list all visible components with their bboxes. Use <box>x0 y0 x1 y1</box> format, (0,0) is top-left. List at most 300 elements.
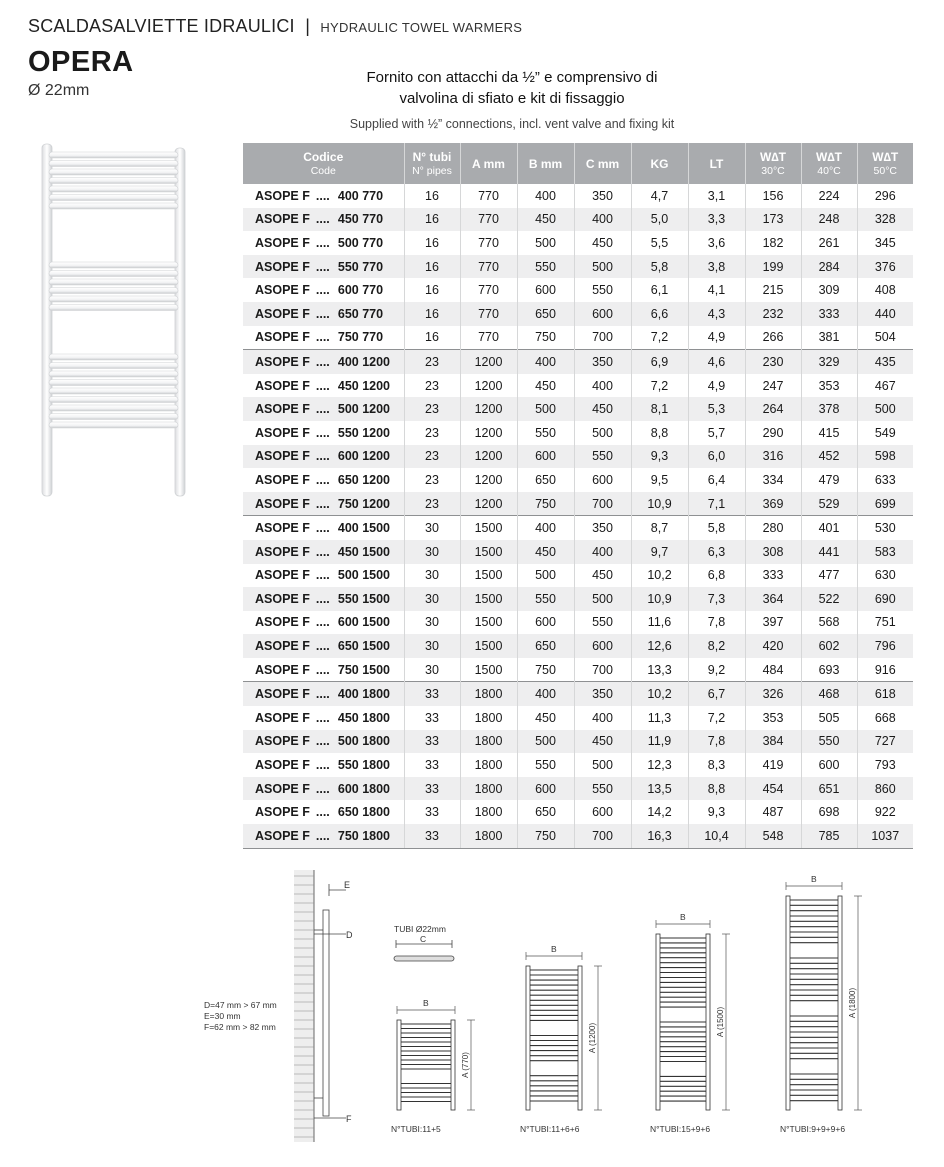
code-prefix: ASOPE F <box>255 758 310 773</box>
cell-lt: 6,3 <box>688 540 745 564</box>
cell-c: 600 <box>574 468 631 492</box>
cell-b: 500 <box>517 397 574 421</box>
cell-b: 600 <box>517 611 574 635</box>
cell-c: 450 <box>574 730 631 754</box>
towel-bar <box>49 262 178 268</box>
cell-w50: 860 <box>857 777 913 801</box>
table-row <box>243 516 913 540</box>
cell-w30: 369 <box>745 492 801 516</box>
page-header <box>28 16 522 37</box>
code-dots: .... <box>315 496 330 511</box>
cell-a: 1800 <box>460 730 517 754</box>
cell-w30: 230 <box>745 350 801 374</box>
label-b: B <box>811 874 817 884</box>
cell-w40: 224 <box>801 184 857 208</box>
table-row <box>243 658 913 682</box>
towel-bar <box>49 288 178 294</box>
cell-kg: 4,7 <box>631 184 688 208</box>
cell-w30: 364 <box>745 587 801 611</box>
cell-b: 550 <box>517 587 574 611</box>
code-size: 750 770 <box>337 330 384 345</box>
cell-a: 1200 <box>460 492 517 516</box>
table-row <box>243 374 913 398</box>
code-dots: .... <box>315 259 330 274</box>
cell-w40: 568 <box>801 611 857 635</box>
cell-w30: 384 <box>745 730 801 754</box>
cell-w50: 530 <box>857 516 913 540</box>
cell-c: 350 <box>574 516 631 540</box>
cell-w40: 785 <box>801 824 857 848</box>
cell-b: 500 <box>517 730 574 754</box>
cell-tubes: 23 <box>404 350 460 374</box>
cell-kg: 8,8 <box>631 421 688 445</box>
cell-w50: 796 <box>857 634 913 658</box>
cell-w40: 452 <box>801 445 857 469</box>
intro-line-2: valvolina di sfiato e kit di fissaggio <box>399 90 625 107</box>
cell-tubes: 30 <box>404 516 460 540</box>
cell-kg: 13,5 <box>631 777 688 801</box>
label-e: E <box>344 880 351 890</box>
cell-a: 770 <box>460 326 517 350</box>
cell-c: 400 <box>574 540 631 564</box>
towel-warmer-image <box>38 140 190 502</box>
towel-bar <box>49 203 178 209</box>
cell-kg: 16,3 <box>631 824 688 848</box>
label-d: D <box>346 930 353 940</box>
code-prefix: ASOPE F <box>255 259 310 274</box>
code-prefix: ASOPE F <box>255 662 310 677</box>
cell-lt: 5,7 <box>688 421 745 445</box>
col-header-b: B mm <box>517 143 574 184</box>
cell-c: 550 <box>574 278 631 302</box>
code-size: 650 1800 <box>337 805 391 820</box>
code-dots: .... <box>315 662 330 677</box>
cell-w30: 420 <box>745 634 801 658</box>
cell-w50: 699 <box>857 492 913 516</box>
code-dots: .... <box>315 354 330 369</box>
code-prefix: ASOPE F <box>255 521 310 536</box>
towel-bar <box>49 397 178 403</box>
col-header-tubes: N° tubi N° pipes <box>404 143 460 184</box>
cell-w30: 326 <box>745 682 801 706</box>
cell-b: 600 <box>517 278 574 302</box>
cell-w50: 296 <box>874 188 896 203</box>
towel-bar <box>49 388 178 394</box>
cell-w30: 397 <box>745 611 801 635</box>
towel-bar <box>49 305 178 311</box>
cell-kg: 12,6 <box>631 634 688 658</box>
code-size: 750 1500 <box>337 662 391 677</box>
cell-a: 1200 <box>460 350 517 374</box>
code-prefix: ASOPE F <box>255 805 310 820</box>
table-row <box>243 208 913 232</box>
table-row <box>243 634 913 658</box>
cell-w30: 487 <box>745 800 801 824</box>
cell-a: 1800 <box>460 824 517 848</box>
code-size: 450 770 <box>337 212 384 227</box>
cell-w50: 598 <box>857 445 913 469</box>
cell-w50: 618 <box>857 682 913 706</box>
front-view-4 <box>780 874 862 1134</box>
code-prefix: ASOPE F <box>255 591 310 606</box>
table-row <box>243 492 913 516</box>
cell-w50: 440 <box>857 302 913 326</box>
note-e: E=30 mm <box>204 1011 241 1021</box>
cell-w40: 248 <box>801 208 857 232</box>
code-prefix: ASOPE F <box>255 615 310 630</box>
cell-w50: 408 <box>874 283 896 298</box>
category-title-en: HYDRAULIC TOWEL WARMERS <box>320 20 523 35</box>
cell-b: 450 <box>517 208 574 232</box>
code-dots: .... <box>315 188 330 203</box>
cell-w30: 280 <box>745 516 801 540</box>
cell-w30: 232 <box>745 302 801 326</box>
cell-tubes: 23 <box>404 445 460 469</box>
cell-b: 450 <box>517 374 574 398</box>
cell-b: 550 <box>517 255 574 279</box>
cell-b: 750 <box>517 824 574 848</box>
cell-kg: 11,6 <box>631 611 688 635</box>
cell-c: 350 <box>574 682 631 706</box>
table-row <box>243 611 913 635</box>
cell-c: 550 <box>574 445 631 469</box>
cell-tubes: 16 <box>404 184 460 208</box>
cell-lt: 4,9 <box>688 374 745 398</box>
cell-kg: 6,6 <box>631 302 688 326</box>
cell-w50: 504 <box>874 330 896 345</box>
cell-c: 500 <box>574 587 631 611</box>
cell-tubes: 33 <box>404 777 460 801</box>
code-size: 450 1500 <box>337 544 391 559</box>
cell-w50: 922 <box>874 805 896 820</box>
label-f: F <box>346 1114 352 1124</box>
cell-w30: 156 <box>745 184 801 208</box>
cell-kg: 10,2 <box>631 682 688 706</box>
cell-code <box>243 184 404 208</box>
code-dots: .... <box>315 235 330 250</box>
cell-b: 450 <box>517 706 574 730</box>
cell-a: 1800 <box>460 753 517 777</box>
cell-c: 350 <box>574 350 631 374</box>
cell-w40: 479 <box>801 468 857 492</box>
cell-tubes: 30 <box>404 564 460 588</box>
cell-code <box>243 397 404 421</box>
cell-c: 700 <box>574 492 631 516</box>
towel-bar <box>49 161 178 167</box>
cell-lt: 8,2 <box>688 634 745 658</box>
code-size: 600 770 <box>337 283 384 298</box>
cell-w30: 173 <box>745 208 801 232</box>
cell-lt: 7,1 <box>688 492 745 516</box>
code-size: 450 1200 <box>337 378 391 393</box>
code-dots: .... <box>315 568 330 583</box>
intro-text <box>242 67 782 109</box>
table-row <box>243 753 913 777</box>
cell-b: 500 <box>517 564 574 588</box>
code-size: 600 1200 <box>337 449 391 464</box>
cell-b: 400 <box>517 350 574 374</box>
col-header-w50: W∆T 50°C <box>857 143 913 184</box>
cell-code <box>243 730 404 754</box>
cell-w40: 529 <box>801 492 857 516</box>
cell-kg: 11,9 <box>631 730 688 754</box>
towel-bar <box>49 195 178 201</box>
col-header-a: A mm <box>460 143 517 184</box>
cell-lt: 3,1 <box>688 184 745 208</box>
cell-a: 1500 <box>460 611 517 635</box>
cell-tubes: 33 <box>404 824 460 848</box>
code-prefix: ASOPE F <box>255 425 310 440</box>
cell-c: 450 <box>574 564 631 588</box>
cell-kg: 8,1 <box>631 397 688 421</box>
front-caption: N°TUBI:15+9+6 <box>650 1124 711 1134</box>
cell-kg: 5,0 <box>631 208 688 232</box>
cell-c: 450 <box>574 397 631 421</box>
cell-code <box>243 824 404 848</box>
cell-w40: 477 <box>801 564 857 588</box>
cell-w40: 284 <box>801 255 857 279</box>
cell-b: 400 <box>517 682 574 706</box>
cell-tubes: 23 <box>404 374 460 398</box>
cell-c: 450 <box>574 231 631 255</box>
cell-w50: 751 <box>874 615 896 630</box>
cell-code <box>243 208 404 232</box>
cell-b: 400 <box>517 516 574 540</box>
cell-w40: 441 <box>801 540 857 564</box>
cell-w30: 308 <box>745 540 801 564</box>
cell-lt: 8,8 <box>688 777 745 801</box>
cell-a: 1200 <box>460 445 517 469</box>
cell-code <box>243 777 404 801</box>
cell-b: 650 <box>517 800 574 824</box>
code-size: 500 1200 <box>337 402 391 417</box>
cell-b: 500 <box>517 231 574 255</box>
table-row <box>243 445 913 469</box>
cell-tubes: 16 <box>404 255 460 279</box>
code-size: 500 1500 <box>337 568 391 583</box>
cell-a: 770 <box>460 208 517 232</box>
table-header-row <box>243 143 913 184</box>
cell-c: 400 <box>574 374 631 398</box>
cell-kg: 8,7 <box>631 516 688 540</box>
cell-w40: 651 <box>801 777 857 801</box>
label-b: B <box>680 912 686 922</box>
towel-bar <box>49 296 178 302</box>
code-size: 400 1200 <box>337 354 391 369</box>
cell-w30: 247 <box>745 374 801 398</box>
cell-lt: 3,3 <box>688 208 745 232</box>
cell-w50: 916 <box>874 662 896 677</box>
code-prefix: ASOPE F <box>255 306 310 321</box>
cell-b: 650 <box>517 634 574 658</box>
cell-a: 1800 <box>460 682 517 706</box>
cell-w50: 727 <box>857 730 913 754</box>
label-b: B <box>423 998 429 1008</box>
cell-b: 550 <box>517 753 574 777</box>
code-dots: .... <box>315 425 330 440</box>
category-title: SCALDASALVIETTE IDRAULICI <box>28 16 295 36</box>
towel-bar <box>49 422 178 428</box>
cell-w30: 266 <box>745 326 801 350</box>
code-dots: .... <box>315 710 330 725</box>
cell-code <box>243 326 404 350</box>
cell-tubes: 33 <box>404 730 460 754</box>
cell-tubes: 23 <box>404 492 460 516</box>
cell-w40: 415 <box>801 421 857 445</box>
cell-w40: 353 <box>801 374 857 398</box>
cell-a: 1500 <box>460 634 517 658</box>
cell-code <box>243 492 404 516</box>
code-prefix: ASOPE F <box>255 781 310 796</box>
cell-code <box>243 540 404 564</box>
cell-a: 1500 <box>460 587 517 611</box>
code-prefix: ASOPE F <box>255 235 310 250</box>
cell-code <box>243 658 404 682</box>
cell-lt: 4,9 <box>688 326 745 350</box>
cell-c: 400 <box>574 208 631 232</box>
code-size: 600 1500 <box>337 615 391 630</box>
cell-kg: 6,9 <box>631 350 688 374</box>
code-prefix: ASOPE F <box>255 544 310 559</box>
cell-lt: 7,2 <box>688 706 745 730</box>
cell-kg: 9,3 <box>631 445 688 469</box>
cell-a: 1800 <box>460 800 517 824</box>
code-dots: .... <box>315 378 330 393</box>
cell-b: 750 <box>517 326 574 350</box>
cell-code <box>243 255 404 279</box>
cell-lt: 8,3 <box>688 753 745 777</box>
cell-w50: 549 <box>874 425 896 440</box>
cell-code <box>243 753 404 777</box>
code-prefix: ASOPE F <box>255 687 310 702</box>
code-dots: .... <box>315 758 330 773</box>
towel-bar <box>49 279 178 285</box>
table-row <box>243 350 913 374</box>
front-view-1 <box>391 998 475 1134</box>
cell-w40: 602 <box>801 634 857 658</box>
cell-w40: 329 <box>801 350 857 374</box>
table-row <box>243 231 913 255</box>
cell-a: 1500 <box>460 564 517 588</box>
cell-code <box>243 231 404 255</box>
code-size: 750 1200 <box>337 496 391 511</box>
cell-w30: 419 <box>745 753 801 777</box>
cell-lt: 9,3 <box>688 800 745 824</box>
cell-lt: 3,6 <box>688 231 745 255</box>
cell-lt: 3,8 <box>688 255 745 279</box>
cell-w40: 468 <box>801 682 857 706</box>
col-header-w30: W∆T 30°C <box>745 143 801 184</box>
cell-a: 1200 <box>460 421 517 445</box>
code-prefix: ASOPE F <box>255 472 310 487</box>
cell-tubes: 30 <box>404 611 460 635</box>
label-b: B <box>551 944 557 954</box>
cell-kg: 11,3 <box>631 706 688 730</box>
code-dots: .... <box>315 828 330 843</box>
table-row <box>243 326 913 350</box>
code-prefix: ASOPE F <box>255 402 310 417</box>
cell-w30: 353 <box>745 706 801 730</box>
cell-w40: 693 <box>801 658 857 682</box>
cell-w40: 401 <box>801 516 857 540</box>
cell-w50: 793 <box>874 758 896 773</box>
label-c: C <box>420 934 427 944</box>
cell-w50: 376 <box>857 255 913 279</box>
cell-b: 400 <box>517 184 574 208</box>
cell-a: 1500 <box>460 516 517 540</box>
cell-code <box>243 800 404 824</box>
cell-code <box>243 706 404 730</box>
cell-code <box>243 374 404 398</box>
cell-c: 550 <box>574 611 631 635</box>
cell-a: 770 <box>460 278 517 302</box>
col-header-kg: KG <box>631 143 688 184</box>
cell-tubes: 33 <box>404 706 460 730</box>
cell-w50: 467 <box>874 378 896 393</box>
note-f: F=62 mm > 82 mm <box>204 1022 276 1032</box>
table-row <box>243 540 913 564</box>
cell-kg: 14,2 <box>631 800 688 824</box>
table-row <box>243 421 913 445</box>
cell-kg: 7,2 <box>631 374 688 398</box>
code-size: 550 1500 <box>337 591 391 606</box>
cell-lt: 6,7 <box>688 682 745 706</box>
intro-line-1: Fornito con attacchi da ½” e comprensivo di <box>366 69 658 86</box>
table-row <box>243 706 913 730</box>
cell-lt: 4,6 <box>688 350 745 374</box>
cell-tubes: 16 <box>404 302 460 326</box>
cell-code <box>243 682 404 706</box>
cell-a: 1500 <box>460 540 517 564</box>
cell-tubes: 33 <box>404 800 460 824</box>
table-row <box>243 278 913 302</box>
cell-w30: 264 <box>745 397 801 421</box>
label-a: A (770) <box>461 1052 470 1078</box>
code-dots: .... <box>315 639 330 654</box>
cell-code <box>243 564 404 588</box>
table-row <box>243 777 913 801</box>
code-prefix: ASOPE F <box>255 639 310 654</box>
code-dots: .... <box>315 402 330 417</box>
cell-b: 650 <box>517 468 574 492</box>
table-row <box>243 184 913 208</box>
cell-tubes: 23 <box>404 397 460 421</box>
cell-tubes: 30 <box>404 587 460 611</box>
col-header-lt: LT <box>688 143 745 184</box>
cell-w50: 633 <box>874 472 896 487</box>
cell-kg: 5,5 <box>631 231 688 255</box>
cell-b: 650 <box>517 302 574 326</box>
code-size: 400 770 <box>337 188 384 203</box>
cell-a: 1800 <box>460 777 517 801</box>
code-size: 750 1800 <box>337 828 391 843</box>
cell-a: 770 <box>460 302 517 326</box>
towel-bar <box>49 405 178 411</box>
code-prefix: ASOPE F <box>255 330 310 345</box>
header-separator: | <box>305 16 310 36</box>
cell-tubes: 23 <box>404 421 460 445</box>
table-row <box>243 730 913 754</box>
label-a: A (1500) <box>716 1006 725 1038</box>
cell-c: 600 <box>574 634 631 658</box>
product-name: OPERA <box>28 46 134 78</box>
cell-kg: 13,3 <box>631 658 688 682</box>
cell-w50: 668 <box>874 710 896 725</box>
cell-w30: 290 <box>745 421 801 445</box>
cell-lt: 4,3 <box>688 302 745 326</box>
cell-code <box>243 516 404 540</box>
cell-lt: 6,8 <box>688 564 745 588</box>
